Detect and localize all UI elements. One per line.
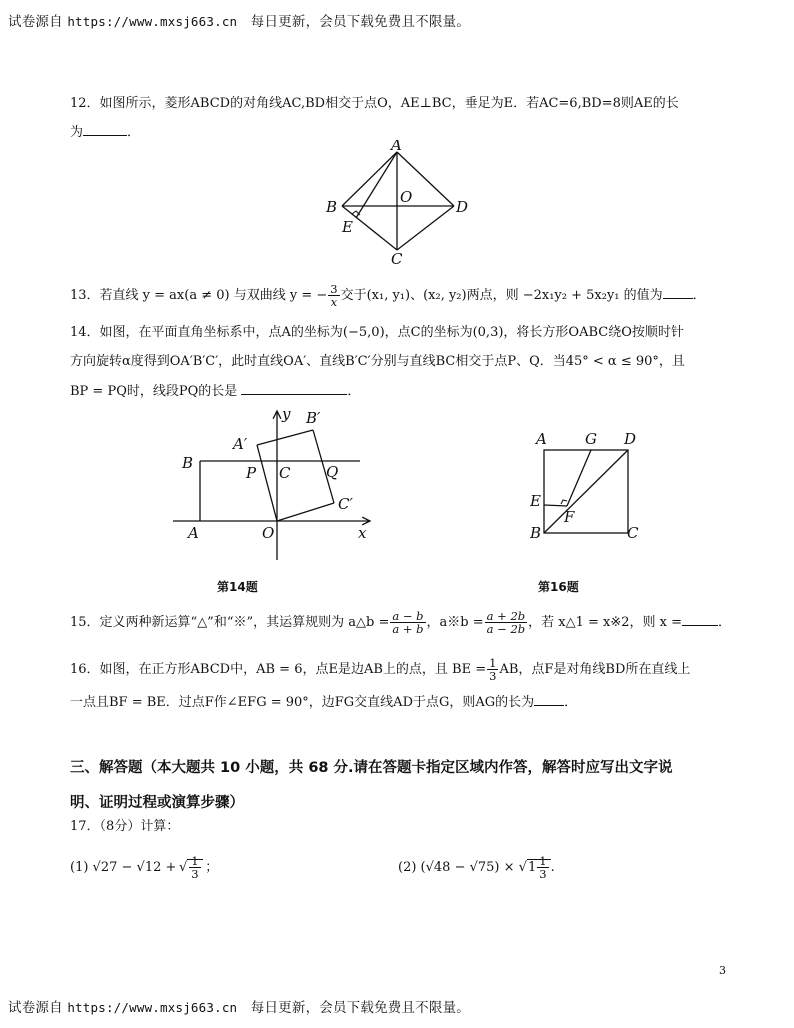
page-header (8, 10, 470, 30)
q15-f1-den: a + b (392, 622, 424, 637)
q13-part-a: 13．若直线 y = ax(a ≠ 0) 与双曲线 y = − (70, 288, 328, 304)
q17-p2-fraction (537, 855, 548, 880)
q14-line3-text: BP = PQ时，线段PQ的长是 (70, 384, 238, 399)
q16-answer-blank (534, 693, 564, 706)
q12-answer-blank (83, 123, 127, 136)
fig14-label-x: x (358, 524, 367, 542)
q15-line (70, 610, 731, 635)
page-number: 3 (719, 964, 726, 977)
fig14-label-b: B (182, 454, 194, 472)
fig16-label-e: E (530, 492, 541, 510)
section3-heading-line2: 明、证明过程或演算步骤） (70, 795, 244, 811)
q12-label-e: E (342, 218, 353, 236)
q17-p1-num: 1 (191, 854, 199, 868)
q12-line2 (70, 123, 140, 141)
fig14-caption: 第14题 (217, 580, 258, 594)
q17-part2 (398, 855, 555, 880)
fig14-label-a-prime: A′ (233, 435, 248, 453)
q17-part1: (1) √27 − √12 + √ $\frac{1}{3}$ ； (70, 854, 219, 882)
q15-fraction-2 (485, 610, 527, 635)
q14-end: ． (347, 384, 361, 399)
q12-end: ． (127, 125, 141, 140)
q15-part-b: ，a※b = (426, 615, 484, 631)
q12-label-b: B (326, 198, 338, 216)
fig14-label-q: Q (326, 463, 339, 481)
q16-frac-num: 1 (489, 656, 497, 670)
q16-fraction (487, 657, 498, 682)
fig16-label-a: A (536, 430, 547, 448)
q12-line1: 12．如图所示，菱形ABCD的对角线AC,BD相交于点O，AE⊥BC，垂足为E．若AC=6,BD=8则AE的长 (70, 96, 679, 111)
q12-label-c: C (391, 250, 403, 268)
q17-p2-end: . (550, 860, 555, 876)
fig14-label-p: P (246, 464, 257, 482)
fig16-label-b: B (530, 524, 542, 542)
fig14-label-a: A (188, 524, 199, 542)
fig16-label-g: G (585, 430, 597, 448)
q14-rotated-rectangle-figure (170, 405, 385, 565)
fig14-label-o: O (262, 524, 275, 542)
q17-p1-fraction (189, 855, 200, 880)
header-url-link[interactable]: https://www.mxsj663.cn (67, 14, 238, 29)
q17-title: 17．（8分）计算： (70, 819, 180, 834)
q14-answer-blank (241, 382, 347, 395)
fig16-label-c: C (627, 524, 639, 542)
q12-label-a: A (391, 140, 402, 154)
q16-frac-den: 3 (489, 669, 497, 684)
fig16-label-f: F (564, 508, 575, 526)
q13-fraction (328, 283, 339, 308)
q13-line (70, 283, 706, 308)
fig14-label-c-prime: C′ (338, 495, 353, 513)
q15-f2-den: a − 2b (486, 622, 526, 637)
q13-frac-den: x (330, 295, 338, 310)
q16-square-figure (530, 428, 650, 546)
q16-line2-text: 一点且BF = BE．过点F作∠EFG = 90°，边FG交直线AD于点G，则AG的长为 (70, 695, 535, 710)
q13-frac-num: 3 (330, 282, 338, 296)
q15-f2-num: a + 2b (486, 609, 526, 623)
page-footer (8, 996, 470, 1016)
q16-part-a: 16．如图，在正方形ABCD中，AB = 6，点E是边AB上的点，且 BE = (70, 662, 487, 678)
q15-answer-blank (682, 613, 718, 626)
q17-p2-num: 1 (539, 854, 547, 868)
q15-end: ． (718, 615, 732, 631)
q17-p2-int: 1 (527, 860, 537, 876)
fig14-label-c: C (279, 464, 291, 482)
q12-rhombus-figure (320, 140, 480, 270)
header-note: 每日更新，会员下载免费且不限量。 (250, 14, 470, 30)
q17-p1-end: ； (205, 860, 219, 876)
q17-p1-expr: (1) √27 − √12 + (70, 860, 177, 876)
q13-answer-blank (663, 286, 693, 299)
q13-end: ． (692, 288, 706, 304)
q14-line1: 14．如图，在平面直角坐标系中，点A的坐标为(−5,0)，点C的坐标为(0,3)，将长方形OABC绕O按顺时针 (70, 325, 684, 340)
q12-label-o: O (400, 188, 413, 206)
q17-p2-expr: (2) (√48 − √75) × √ (398, 860, 527, 876)
fig16-label-d: D (624, 430, 637, 448)
q14-line3 (70, 382, 360, 400)
q12-word: 为 (70, 125, 84, 140)
fig14-label-y: y (282, 405, 291, 423)
header-site: 试卷源自 (8, 14, 63, 30)
section3-heading-line1: 三、解答题（本大题共 10 小题，共 68 分.请在答题卡指定区域内作答，解答时应写出文字说 (70, 760, 673, 776)
q15-part-a: 15．定义两种新运算“△”和“※”，其运算规则为 a△b = (70, 615, 390, 631)
q17-p1-den: 3 (191, 867, 199, 882)
footer-url-link[interactable]: https://www.mxsj663.cn (67, 1000, 238, 1015)
footer-note: 每日更新，会员下载免费且不限量。 (250, 1000, 470, 1016)
q15-f1-num: a − b (392, 609, 424, 623)
q12-label-d: D (456, 198, 469, 216)
fig16-caption: 第16题 (538, 580, 579, 594)
fig14-label-b-prime: B′ (306, 409, 321, 427)
q16-line2 (70, 693, 577, 711)
q16-end: ． (564, 695, 578, 710)
q14-line2: 方向旋转α度得到OA′B′C′，此时直线OA′、直线B′C′分别与直线BC相交于点P、Q．当45° < α ≤ 90°，且 (70, 354, 685, 369)
footer-site: 试卷源自 (8, 1000, 63, 1016)
q15-fraction-1 (390, 610, 425, 635)
q17-p2-den: 3 (539, 867, 547, 882)
q16-part-b: AB，点F是对角线BD所在直线上 (499, 662, 691, 678)
q15-part-c: ，若 x△1 = x※2，则 x = (528, 615, 682, 631)
q13-part-b: 交于(x₁, y₁)、(x₂, y₂)两点，则 −2x₁y₂ + 5x₂y₁ 的值为 (340, 288, 663, 304)
q16-line1 (70, 657, 690, 682)
